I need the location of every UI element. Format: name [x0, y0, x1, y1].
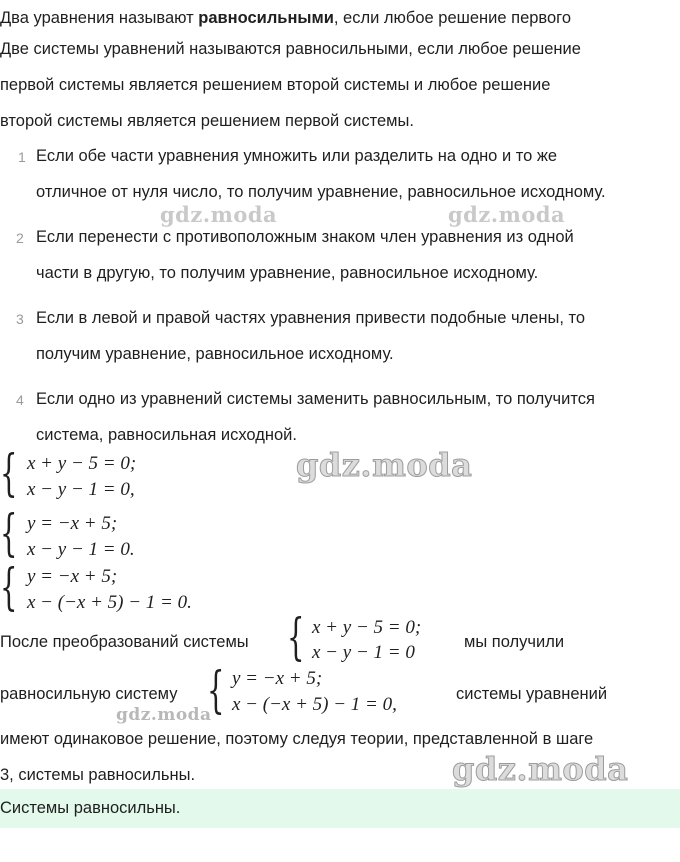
step-number: 1: [18, 149, 26, 165]
watermark: gdz.moda: [448, 202, 566, 227]
equation: y = −x + 5;: [232, 668, 323, 689]
step-number: 2: [16, 230, 24, 246]
step-text: Если обе части уравнения умножить или разделить на одно и то же: [36, 147, 558, 165]
equation: x − y − 1 = 0: [312, 642, 415, 663]
equation: y = −x + 5;: [27, 513, 118, 534]
equation: x − y − 1 = 0,: [27, 479, 135, 500]
step-text: Если перенести с противоположным знаком член уравнения из одной: [36, 228, 574, 246]
step-text: Если в левой и правой частях уравнения привести подобные члены, то: [36, 309, 586, 327]
conclusion-text: имеют одинаковое решение, поэтому следуя теории, представленной в шаге: [0, 730, 594, 748]
equation: x + y − 5 = 0;: [312, 617, 422, 638]
step-text: получим уравнение, равносильное исходному.: [36, 345, 394, 363]
answer-box: [0, 789, 680, 828]
watermark: gdz.moda: [160, 202, 278, 227]
step-number: 4: [16, 392, 24, 408]
keyword-bold: равносильными: [198, 9, 334, 27]
conclusion-text: После преобразований системы: [0, 633, 249, 651]
equation: x − y − 1 = 0.: [27, 539, 135, 560]
left-brace: {: [0, 444, 18, 502]
intro-line-1: Два уравнения называют равносильными, если любое решение первого: [0, 9, 572, 27]
intro-line-3: первой системы является решением второй системы и любое решение: [0, 76, 551, 94]
equation: x − (−x + 5) − 1 = 0,: [232, 694, 397, 715]
step-text: части в другую, то получим уравнение, равносильное исходному.: [36, 264, 539, 282]
step-text: отличное от нуля число, то получим уравнение, равносильное исходному.: [36, 183, 606, 201]
left-brace: {: [0, 504, 18, 562]
conclusion-text: равносильную систему: [0, 685, 178, 703]
equation: x + y − 5 = 0;: [27, 453, 137, 474]
intro-line-2: Две системы уравнений называются равносильными, если любое решение: [0, 40, 581, 58]
watermark: gdz.moda: [296, 446, 473, 484]
left-brace: {: [287, 608, 305, 666]
answer-text: Системы равносильны.: [0, 799, 181, 817]
left-brace: {: [207, 661, 225, 719]
conclusion-text: системы уравнений: [456, 685, 608, 703]
conclusion-text: мы получили: [464, 633, 565, 651]
equation: x − (−x + 5) − 1 = 0.: [27, 592, 192, 613]
watermark: gdz.moda: [116, 705, 212, 725]
watermark: gdz.moda: [452, 750, 629, 788]
step-text: система, равносильная исходной.: [36, 426, 297, 444]
equation: y = −x + 5;: [27, 566, 118, 587]
conclusion-text: 3, системы равносильны.: [0, 766, 196, 784]
intro-line-4: второй системы является решением первой системы.: [0, 112, 414, 130]
step-number: 3: [16, 311, 24, 327]
step-text: Если одно из уравнений системы заменить равносильным, то получится: [36, 390, 595, 408]
left-brace: {: [0, 558, 18, 616]
